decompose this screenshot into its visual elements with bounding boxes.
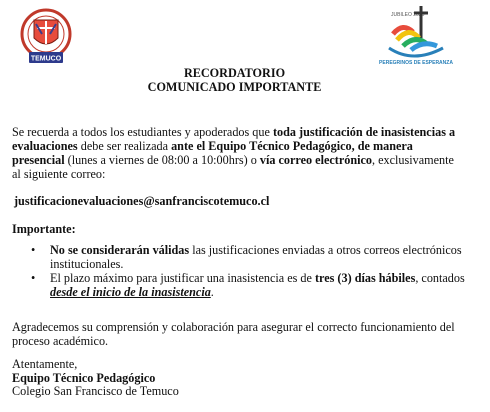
jubilee-bottom-text: PEREGRINOS DE ESPERANZA (379, 60, 453, 66)
school-crest-icon (20, 8, 72, 68)
title-recordatorio: RECORDATORIO (183, 66, 286, 80)
email-address: justificacionevaluaciones@sanfranciscotemuco.cl (14, 194, 270, 208)
rules-list (12, 243, 490, 299)
rule-item-1: • No se considerarán válidas las justificaciones enviadas a otros correos electrónicos institucionales. (50, 243, 490, 271)
title-comunicado: COMUNICADO IMPORTANTE (147, 80, 322, 94)
crest-banner-text: TEMUCO (30, 55, 62, 63)
jubilee-top-text: JUBILEO 2025 (391, 12, 425, 18)
jubilee-logo-icon (379, 4, 453, 68)
rule-item-2: • El plazo máximo para justificar una inasistencia es de tres (3) días hábiles, contados desde el inicio de la inasistencia. (50, 271, 490, 299)
signature-greeting: Atentamente, (12, 357, 78, 371)
intro-paragraph: Se recuerda a todos los estudiantes y apoderados que toda justificación de inasistencias a evaluaciones debe ser realizada ante el Equipo Técnico Pedagógico, de manera presencial (lunes a viernes de 08:00 a 10:00hrs) o vía correo electrónico, exclusivamente al siguiente correo: (12, 125, 456, 181)
closing-paragraph: Agradecemos su comprensión y colaboración para asegurar el correcto funcionamiento del proceso académico. (12, 320, 455, 348)
important-heading: Importante: (12, 222, 76, 236)
signature-school: Colegio San Francisco de Temuco (12, 384, 179, 398)
signature-team: Equipo Técnico Pedagógico (12, 370, 156, 385)
signature-block (12, 358, 179, 399)
